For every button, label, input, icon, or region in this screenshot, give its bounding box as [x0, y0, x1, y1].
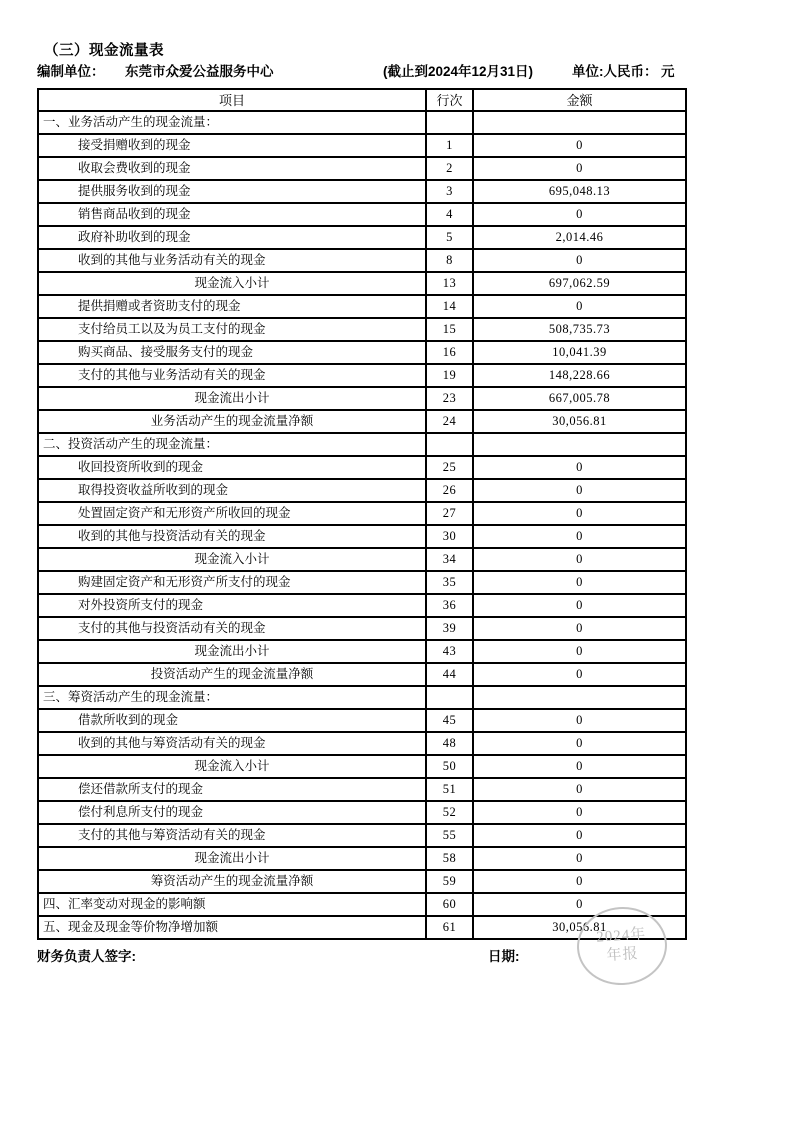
amount-cell: 0 — [474, 572, 685, 593]
item-cell: 政府补助收到的现金 — [39, 227, 425, 248]
amount-cell: 0 — [474, 894, 685, 915]
item-cell: 支付给员工以及为员工支付的现金 — [39, 319, 425, 340]
column-header-item: 项目 — [39, 90, 425, 110]
amount-cell — [474, 112, 685, 133]
line-no-cell: 30 — [427, 526, 472, 547]
line-no-cell: 58 — [427, 848, 472, 869]
item-cell: 四、汇率变动对现金的影响额 — [39, 894, 425, 915]
item-cell: 取得投资收益所收到的现金 — [39, 480, 425, 501]
item-cell: 收到的其他与业务活动有关的现金 — [39, 250, 425, 271]
item-cell: 借款所收到的现金 — [39, 710, 425, 731]
line-no-cell: 23 — [427, 388, 472, 409]
prepared-by-value: 东莞市众爱公益服务中心 — [125, 64, 274, 79]
page-title: （三）现金流量表 — [44, 43, 164, 59]
amount-cell: 667,005.78 — [474, 388, 685, 409]
item-cell: 处置固定资产和无形资产所收回的现金 — [39, 503, 425, 524]
item-cell: 购建固定资产和无形资产所支付的现金 — [39, 572, 425, 593]
item-cell: 支付的其他与筹资活动有关的现金 — [39, 825, 425, 846]
line-no-cell — [427, 112, 472, 133]
amount-cell: 0 — [474, 664, 685, 685]
item-cell: 现金流出小计 — [39, 848, 425, 869]
line-no-cell: 13 — [427, 273, 472, 294]
date-label: 日期: — [488, 949, 520, 964]
amount-cell: 0 — [474, 526, 685, 547]
line-no-cell: 61 — [427, 917, 472, 938]
amount-cell: 0 — [474, 135, 685, 156]
amount-cell: 0 — [474, 549, 685, 570]
line-no-cell: 36 — [427, 595, 472, 616]
item-cell: 现金流出小计 — [39, 641, 425, 662]
item-cell: 收到的其他与投资活动有关的现金 — [39, 526, 425, 547]
line-no-cell: 25 — [427, 457, 472, 478]
amount-cell: 0 — [474, 296, 685, 317]
amount-cell: 0 — [474, 204, 685, 225]
item-cell: 对外投资所支付的现金 — [39, 595, 425, 616]
item-cell: 业务活动产生的现金流量净额 — [39, 411, 425, 432]
item-cell: 接受捐赠收到的现金 — [39, 135, 425, 156]
report-period: (截止到2024年12月31日) — [383, 64, 534, 79]
line-no-cell: 34 — [427, 549, 472, 570]
item-cell: 现金流入小计 — [39, 273, 425, 294]
amount-cell: 0 — [474, 848, 685, 869]
amount-cell: 30,056.81 — [474, 411, 685, 432]
line-no-cell: 55 — [427, 825, 472, 846]
line-no-cell: 35 — [427, 572, 472, 593]
line-no-cell: 15 — [427, 319, 472, 340]
line-no-cell: 39 — [427, 618, 472, 639]
item-cell: 投资活动产生的现金流量净额 — [39, 664, 425, 685]
line-no-cell: 51 — [427, 779, 472, 800]
item-cell: 筹资活动产生的现金流量净额 — [39, 871, 425, 892]
item-cell: 支付的其他与业务活动有关的现金 — [39, 365, 425, 386]
line-no-cell: 5 — [427, 227, 472, 248]
column-header-line-no: 行次 — [427, 90, 472, 110]
item-cell: 收到的其他与筹资活动有关的现金 — [39, 733, 425, 754]
amount-cell: 508,735.73 — [474, 319, 685, 340]
amount-cell: 0 — [474, 710, 685, 731]
item-cell: 收取会费收到的现金 — [39, 158, 425, 179]
cash-flow-table — [37, 88, 687, 940]
prepared-by-label: 编制单位： — [37, 64, 105, 79]
amount-cell: 0 — [474, 756, 685, 777]
amount-cell: 10,041.39 — [474, 342, 685, 363]
amount-cell: 0 — [474, 618, 685, 639]
line-no-cell: 1 — [427, 135, 472, 156]
amount-cell: 0 — [474, 871, 685, 892]
amount-cell: 0 — [474, 595, 685, 616]
item-cell: 五、现金及现金等价物净增加额 — [39, 917, 425, 938]
amount-cell: 0 — [474, 158, 685, 179]
line-no-cell: 59 — [427, 871, 472, 892]
line-no-cell: 48 — [427, 733, 472, 754]
header-meta — [37, 60, 757, 78]
amount-cell — [474, 434, 685, 455]
item-cell: 收回投资所收到的现金 — [39, 457, 425, 478]
column-header-amount: 金额 — [474, 90, 685, 110]
line-no-cell — [427, 434, 472, 455]
item-cell: 现金流入小计 — [39, 756, 425, 777]
line-no-cell: 2 — [427, 158, 472, 179]
item-cell: 现金流入小计 — [39, 549, 425, 570]
item-cell: 购买商品、接受服务支付的现金 — [39, 342, 425, 363]
amount-cell: 0 — [474, 641, 685, 662]
amount-cell: 2,014.46 — [474, 227, 685, 248]
line-no-cell: 27 — [427, 503, 472, 524]
item-cell: 现金流出小计 — [39, 388, 425, 409]
item-cell: 提供服务收到的现金 — [39, 181, 425, 202]
line-no-cell: 8 — [427, 250, 472, 271]
item-cell: 支付的其他与投资活动有关的现金 — [39, 618, 425, 639]
line-no-cell: 4 — [427, 204, 472, 225]
line-no-cell: 16 — [427, 342, 472, 363]
amount-cell: 697,062.59 — [474, 273, 685, 294]
line-no-cell: 60 — [427, 894, 472, 915]
line-no-cell: 14 — [427, 296, 472, 317]
amount-cell: 0 — [474, 480, 685, 501]
item-cell: 一、业务活动产生的现金流量： — [39, 112, 425, 133]
amount-cell: 148,228.66 — [474, 365, 685, 386]
item-cell: 偿还借款所支付的现金 — [39, 779, 425, 800]
line-no-cell: 26 — [427, 480, 472, 501]
line-no-cell — [427, 687, 472, 708]
amount-cell: 0 — [474, 779, 685, 800]
unit-label: 单位:人民币： — [572, 64, 658, 79]
amount-cell: 0 — [474, 503, 685, 524]
item-cell: 二、投资活动产生的现金流量： — [39, 434, 425, 455]
signature-label: 财务负责人签字: — [37, 949, 136, 964]
item-cell: 偿付利息所支付的现金 — [39, 802, 425, 823]
line-no-cell: 44 — [427, 664, 472, 685]
amount-cell: 0 — [474, 825, 685, 846]
amount-cell: 0 — [474, 457, 685, 478]
amount-cell: 0 — [474, 250, 685, 271]
item-cell: 销售商品收到的现金 — [39, 204, 425, 225]
amount-cell: 695,048.13 — [474, 181, 685, 202]
amount-cell: 30,056.81 — [474, 917, 685, 938]
amount-cell: 0 — [474, 802, 685, 823]
item-cell: 提供捐赠或者资助支付的现金 — [39, 296, 425, 317]
line-no-cell: 3 — [427, 181, 472, 202]
item-cell: 三、筹资活动产生的现金流量： — [39, 687, 425, 708]
amount-cell: 0 — [474, 733, 685, 754]
line-no-cell: 52 — [427, 802, 472, 823]
line-no-cell: 24 — [427, 411, 472, 432]
unit-value: 元 — [661, 64, 675, 79]
line-no-cell: 43 — [427, 641, 472, 662]
watermark-year: 2024年 — [595, 926, 647, 946]
amount-cell — [474, 687, 685, 708]
watermark-label: 年报 — [606, 945, 640, 965]
line-no-cell: 45 — [427, 710, 472, 731]
line-no-cell: 19 — [427, 365, 472, 386]
line-no-cell: 50 — [427, 756, 472, 777]
footer — [37, 945, 717, 963]
